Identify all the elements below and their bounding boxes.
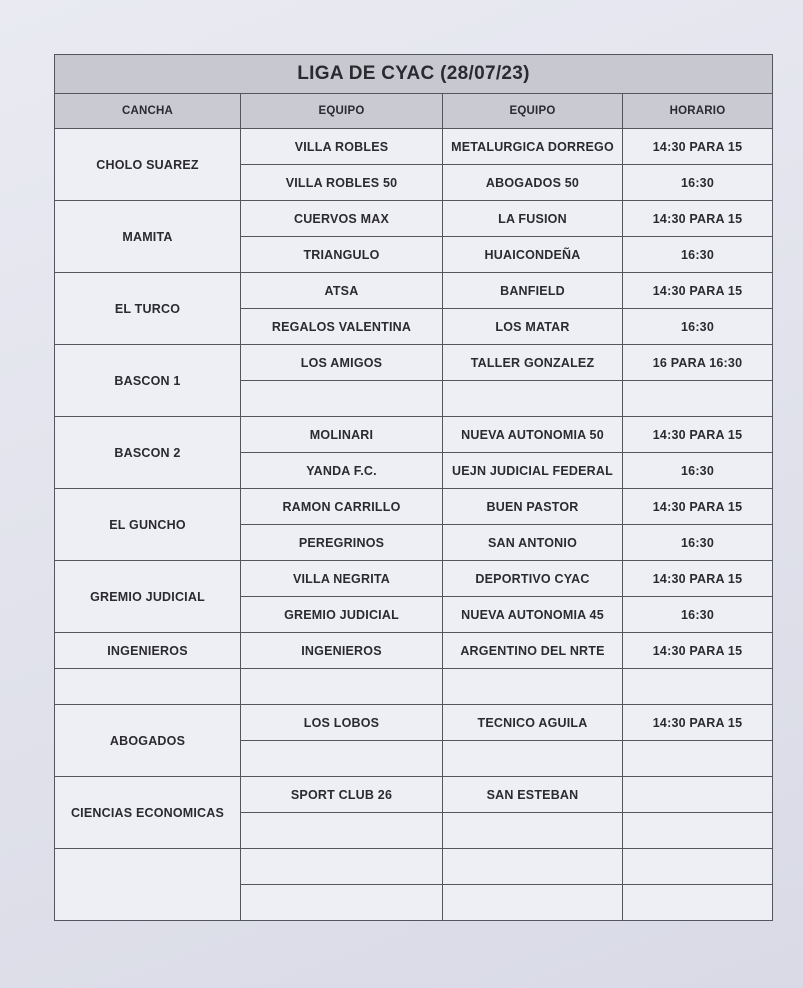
horario-cell: 16:30 xyxy=(623,525,773,561)
equipo-1-cell xyxy=(241,381,443,417)
equipo-2-cell: HUAICONDEÑA xyxy=(443,237,623,273)
table-row xyxy=(55,849,773,885)
cancha-cell xyxy=(55,849,241,921)
header-equipo-2: EQUIPO xyxy=(443,94,623,129)
equipo-1-cell: MOLINARI xyxy=(241,417,443,453)
equipo-2-cell: NUEVA AUTONOMIA 45 xyxy=(443,597,623,633)
horario-cell xyxy=(623,885,773,921)
horario-cell xyxy=(623,813,773,849)
equipo-2-cell xyxy=(443,885,623,921)
table-row xyxy=(55,705,773,741)
cancha-cell: CIENCIAS ECONOMICAS xyxy=(55,777,241,849)
table-row xyxy=(55,273,773,309)
equipo-2-cell xyxy=(443,849,623,885)
equipo-1-cell: REGALOS VALENTINA xyxy=(241,309,443,345)
horario-cell: 16:30 xyxy=(623,165,773,201)
equipo-1-cell: TRIANGULO xyxy=(241,237,443,273)
horario-cell: 14:30 PARA 15 xyxy=(623,201,773,237)
equipo-2-cell: BANFIELD xyxy=(443,273,623,309)
header-cancha: CANCHA xyxy=(55,94,241,129)
table-row xyxy=(55,777,773,813)
horario-cell: 16:30 xyxy=(623,309,773,345)
table-row xyxy=(55,201,773,237)
equipo-1-cell: VILLA NEGRITA xyxy=(241,561,443,597)
cancha-cell: ABOGADOS xyxy=(55,705,241,777)
equipo-2-cell: TALLER GONZALEZ xyxy=(443,345,623,381)
horario-cell xyxy=(623,849,773,885)
equipo-2-cell: LOS MATAR xyxy=(443,309,623,345)
equipo-2-cell: ABOGADOS 50 xyxy=(443,165,623,201)
equipo-2-cell: SAN ESTEBAN xyxy=(443,777,623,813)
equipo-2-cell: LA FUSION xyxy=(443,201,623,237)
equipo-2-cell: NUEVA AUTONOMIA 50 xyxy=(443,417,623,453)
cancha-cell: BASCON 1 xyxy=(55,345,241,417)
cancha-cell: CHOLO SUAREZ xyxy=(55,129,241,201)
cancha-cell xyxy=(55,669,241,705)
equipo-1-cell: RAMON CARRILLO xyxy=(241,489,443,525)
horario-cell: 14:30 PARA 15 xyxy=(623,129,773,165)
equipo-1-cell xyxy=(241,885,443,921)
cancha-cell: BASCON 2 xyxy=(55,417,241,489)
equipo-2-cell xyxy=(443,669,623,705)
equipo-1-cell: VILLA ROBLES xyxy=(241,129,443,165)
horario-cell: 16 PARA 16:30 xyxy=(623,345,773,381)
horario-cell xyxy=(623,669,773,705)
horario-cell xyxy=(623,741,773,777)
equipo-1-cell: LOS AMIGOS xyxy=(241,345,443,381)
equipo-1-cell: CUERVOS MAX xyxy=(241,201,443,237)
horario-cell: 14:30 PARA 15 xyxy=(623,489,773,525)
equipo-1-cell: SPORT CLUB 26 xyxy=(241,777,443,813)
equipo-1-cell xyxy=(241,849,443,885)
cancha-cell: EL TURCO xyxy=(55,273,241,345)
equipo-1-cell: ATSA xyxy=(241,273,443,309)
table-row xyxy=(55,345,773,381)
table-row xyxy=(55,669,773,705)
equipo-1-cell: LOS LOBOS xyxy=(241,705,443,741)
horario-cell: 14:30 PARA 15 xyxy=(623,561,773,597)
schedule-table xyxy=(54,54,773,921)
horario-cell: 14:30 PARA 15 xyxy=(623,273,773,309)
cancha-cell: INGENIEROS xyxy=(55,633,241,669)
horario-cell: 16:30 xyxy=(623,237,773,273)
horario-cell: 14:30 PARA 15 xyxy=(623,633,773,669)
horario-cell xyxy=(623,777,773,813)
equipo-2-cell: TECNICO AGUILA xyxy=(443,705,623,741)
horario-cell: 16:30 xyxy=(623,453,773,489)
horario-cell: 16:30 xyxy=(623,597,773,633)
cancha-cell: GREMIO JUDICIAL xyxy=(55,561,241,633)
horario-cell: 14:30 PARA 15 xyxy=(623,705,773,741)
equipo-1-cell xyxy=(241,813,443,849)
table-row xyxy=(55,489,773,525)
horario-cell: 14:30 PARA 15 xyxy=(623,417,773,453)
equipo-1-cell: YANDA F.C. xyxy=(241,453,443,489)
equipo-2-cell xyxy=(443,741,623,777)
header-horario: HORARIO xyxy=(623,94,773,129)
table-row xyxy=(55,129,773,165)
equipo-2-cell: BUEN PASTOR xyxy=(443,489,623,525)
table-row xyxy=(55,417,773,453)
equipo-1-cell: PEREGRINOS xyxy=(241,525,443,561)
cancha-cell: EL GUNCHO xyxy=(55,489,241,561)
equipo-1-cell xyxy=(241,741,443,777)
equipo-2-cell: DEPORTIVO CYAC xyxy=(443,561,623,597)
horario-cell xyxy=(623,381,773,417)
equipo-1-cell xyxy=(241,669,443,705)
schedule-sheet xyxy=(54,54,772,921)
header-equipo-1: EQUIPO xyxy=(241,94,443,129)
table-row xyxy=(55,561,773,597)
equipo-2-cell: UEJN JUDICIAL FEDERAL xyxy=(443,453,623,489)
equipo-2-cell xyxy=(443,813,623,849)
table-row xyxy=(55,633,773,669)
equipo-1-cell: INGENIEROS xyxy=(241,633,443,669)
equipo-2-cell: SAN ANTONIO xyxy=(443,525,623,561)
equipo-2-cell: METALURGICA DORREGO xyxy=(443,129,623,165)
page-title: LIGA DE CYAC (28/07/23) xyxy=(55,55,773,94)
equipo-2-cell xyxy=(443,381,623,417)
equipo-1-cell: GREMIO JUDICIAL xyxy=(241,597,443,633)
schedule-body xyxy=(55,129,773,921)
equipo-2-cell: ARGENTINO DEL NRTE xyxy=(443,633,623,669)
equipo-1-cell: VILLA ROBLES 50 xyxy=(241,165,443,201)
cancha-cell: MAMITA xyxy=(55,201,241,273)
